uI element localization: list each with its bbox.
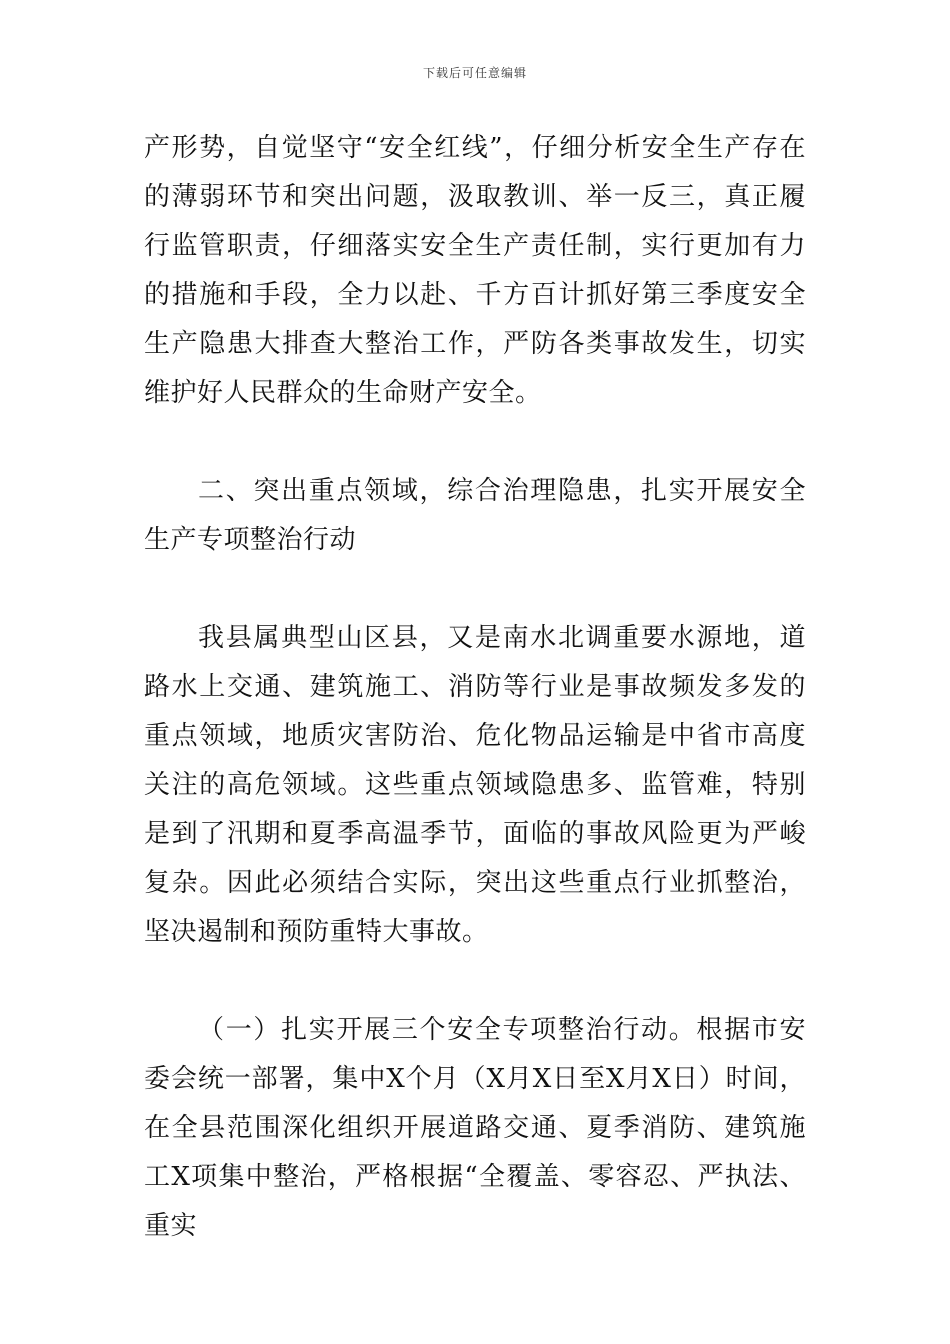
paragraph-gap xyxy=(144,418,806,467)
paragraph-subsection: （一）扎实开展三个安全专项整治行动。根据市安委会统一部署，集中X个月（X月X日至X月X日）时间，在全县范围深化组织开展道路交通、夏季消防、建筑施工X项集中整治，严格根据“全覆盖、零容忍、严执法、重实 xyxy=(144,1015,806,1241)
paragraph-continuation: 产形势，自觉坚守“安全红线”，仔细分析安全生产存在的薄弱环节和突出问题，汲取教训、举一反三，真正履行监管职责，仔细落实安全生产责任制，实行更加有力的措施和手段，全力以赴、千方百计抓好第三季度安全生产隐患大排查大整治工作，严防各类事故发生，切实维护好人民群众的生命财产安全。 xyxy=(144,133,806,408)
paragraph-body: 我县属典型山区县，又是南水北调重要水源地，道路水上交通、建筑施工、消防等行业是事故频发多发的重点领域，地质灾害防治、危化物品运输是中省市高度关注的高危领域。这些重点领域隐患多、监管难，特别是到了汛期和夏季高温季节，面临的事故风险更为严峻复杂。因此必须结合实际，突出这些重点行业抓整治，坚决遏制和预防重特大事故。 xyxy=(144,623,806,947)
paragraph-gap xyxy=(144,565,806,614)
page-header-note: 下载后可任意编辑 xyxy=(422,66,527,80)
document-body xyxy=(144,124,806,1251)
paragraph-gap xyxy=(144,957,806,1006)
section-heading: 二、突出重点领域，综合治理隐患，扎实开展安全生产专项整治行动 xyxy=(144,476,806,555)
